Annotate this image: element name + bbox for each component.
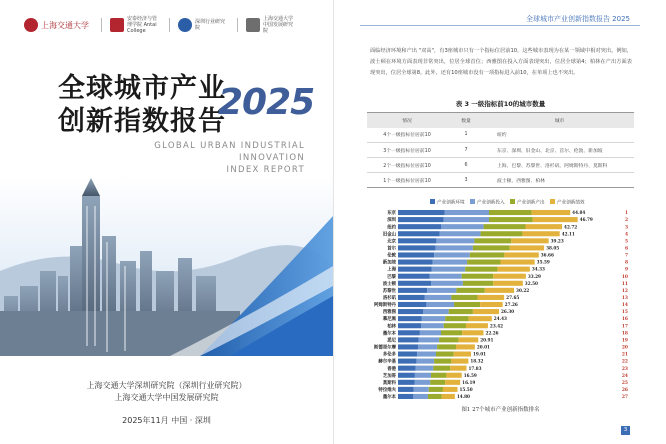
- bar-segment: [436, 238, 474, 243]
- bar-segment: [522, 231, 559, 236]
- bar-segment: [398, 309, 423, 314]
- bar-segment: [433, 260, 468, 265]
- table-row: [367, 158, 634, 173]
- bar-segment: [398, 373, 415, 378]
- category-label: 伦敦: [387, 253, 396, 259]
- bar-segment: [431, 373, 446, 378]
- bar-segment: [398, 260, 433, 265]
- bar-segment: [431, 281, 463, 286]
- bar-segment: [398, 217, 444, 222]
- bar-segment: [415, 373, 431, 378]
- bar-segment: [429, 274, 461, 279]
- category-label: 阿姆斯特丹: [374, 303, 396, 309]
- bar-segment: [511, 238, 548, 243]
- total-value-label: 24.43: [493, 316, 507, 322]
- rank-label: 16: [621, 317, 628, 323]
- rank-label: 11: [621, 281, 628, 287]
- table-cell: 1个一级指标位居前10: [367, 173, 447, 188]
- organization-line-1: 上海交通大学深圳研究院（深圳行业研究院）: [86, 381, 247, 390]
- bar-segment: [436, 245, 473, 250]
- bar-segment: [421, 323, 444, 328]
- bar-segment: [510, 245, 544, 250]
- bar-segment: [436, 351, 454, 356]
- cover-organizations: [0, 380, 333, 404]
- bar-segment: [443, 387, 458, 392]
- cover-date: 2025年11月 中国 · 深圳: [122, 416, 211, 425]
- rank-label: 27: [621, 395, 628, 401]
- legend-swatch: [470, 199, 475, 204]
- category-label: 斯德哥尔摩: [374, 345, 396, 351]
- development-institute-logo: [246, 16, 297, 34]
- bar-segment: [434, 359, 451, 364]
- rank-label: 25: [621, 380, 628, 386]
- table-cell: 波士顿、西雅图、柏林: [485, 173, 634, 188]
- cover-title: [58, 72, 226, 138]
- bar-segment: [465, 267, 497, 272]
- antai-seal-icon: [110, 18, 124, 32]
- bar-segment: [398, 224, 441, 229]
- logo-text: 深圳行业研究院: [195, 19, 226, 31]
- bar-segment: [456, 288, 484, 293]
- bar-segment: [398, 281, 431, 286]
- ranking-chart: [368, 197, 634, 402]
- bar-segment: [444, 217, 489, 222]
- table-header-cell: 数量: [447, 113, 485, 128]
- category-label: 新加坡: [382, 260, 396, 266]
- bar-segment: [493, 281, 523, 286]
- legend-swatch: [550, 199, 555, 204]
- table-header-row: [367, 113, 634, 128]
- bar-segment: [454, 302, 480, 307]
- table-cell: 3个一级指标位居前10: [367, 143, 447, 158]
- city-skyline-illustration: [0, 176, 333, 356]
- category-label: 柏林: [387, 324, 396, 330]
- figure-caption: 图1 27个城市产业创新指数排名: [461, 407, 540, 413]
- category-label: 波士顿: [382, 281, 396, 287]
- rank-label: 21: [621, 352, 628, 358]
- total-value-label: 17.83: [468, 365, 482, 371]
- legend-swatch: [430, 199, 435, 204]
- total-value-label: 18.32: [470, 358, 484, 364]
- bar-segment: [428, 394, 442, 399]
- bar-segment: [398, 316, 422, 321]
- bar-segment: [473, 309, 499, 314]
- bar-segment: [451, 359, 468, 364]
- total-value-label: 35.59: [536, 259, 550, 265]
- rank-label: 2: [624, 218, 628, 224]
- category-label: 慕尼黑: [382, 317, 396, 323]
- table-cell: 6: [447, 158, 485, 173]
- category-label: 深圳: [387, 218, 396, 224]
- bar-segment: [429, 387, 443, 392]
- english-title-line-1: GLOBAL URBAN INDUSTRIAL INNOVATION: [154, 141, 305, 163]
- rank-label: 12: [621, 288, 628, 294]
- bar-segment: [442, 394, 455, 399]
- table-header-cell: 情况: [367, 113, 447, 128]
- logo-text: 上海交通大学中国发展研究院: [263, 16, 294, 34]
- bar-segment: [418, 344, 437, 349]
- table-cell: 纽约: [485, 128, 634, 143]
- legend-swatch: [510, 199, 515, 204]
- category-label: 芝加哥: [382, 373, 396, 379]
- rank-label: 17: [621, 324, 628, 330]
- category-label: 墨尔本: [382, 331, 396, 337]
- table-row: [367, 173, 634, 188]
- cover-title-line-2: 创新指数报告: [58, 106, 226, 137]
- bar-segment: [398, 302, 426, 307]
- bar-segment: [398, 252, 434, 257]
- legend-label: 产业创新环境: [437, 200, 465, 206]
- category-label: 西雅图: [382, 310, 396, 316]
- bar-segment: [398, 351, 417, 356]
- category-label: 洛杉矶: [382, 296, 396, 302]
- rank-label: 5: [624, 239, 628, 245]
- total-value-label: 33.29: [527, 273, 541, 279]
- category-label: 东京: [387, 211, 396, 217]
- category-label: 多伦多: [382, 352, 396, 358]
- bar-segment: [398, 380, 415, 385]
- total-value-label: 44.84: [572, 210, 586, 216]
- rank-label: 24: [621, 373, 628, 379]
- bar-segment: [497, 267, 529, 272]
- category-label: 苏黎世: [382, 288, 396, 294]
- rank-label: 23: [621, 366, 628, 372]
- table-cell: 2个一级指标位居前10: [367, 158, 447, 173]
- bar-segment: [416, 366, 434, 371]
- bar-segment: [398, 387, 414, 392]
- total-value-label: 14.80: [456, 394, 470, 400]
- bar-segment: [398, 288, 427, 293]
- bar-segment: [424, 295, 451, 300]
- bar-segment: [525, 224, 562, 229]
- bar-segment: [462, 330, 483, 335]
- rank-label: 15: [621, 310, 628, 316]
- total-value-label: 16.19: [462, 379, 476, 385]
- bar-segment: [466, 323, 488, 328]
- total-value-label: 42.11: [561, 231, 575, 237]
- bar-segment: [414, 387, 429, 392]
- bar-segment: [398, 330, 420, 335]
- bar-segment: [430, 380, 445, 385]
- bar-segment: [454, 351, 471, 356]
- table-row: [367, 143, 634, 158]
- bar-segment: [417, 351, 436, 356]
- total-value-label: 20.01: [476, 344, 490, 350]
- total-value-label: 42.72: [564, 224, 578, 230]
- bar-segment: [456, 344, 475, 349]
- total-value-label: 16.59: [463, 372, 477, 378]
- rank-label: 3: [624, 225, 628, 231]
- bar-segment: [398, 210, 444, 215]
- table-row: [367, 128, 634, 143]
- rank-label: 9: [624, 267, 628, 273]
- total-value-label: 23.42: [489, 323, 504, 329]
- antai-logo: [110, 16, 161, 34]
- category-label: 莫斯科: [382, 380, 396, 386]
- total-value-label: 27.65: [506, 295, 520, 301]
- category-label: 首尔: [387, 246, 396, 252]
- legend-label: 产业创新产出: [517, 200, 545, 206]
- legend-label: 产业创新绩效: [557, 200, 585, 206]
- bar-segment: [477, 295, 504, 300]
- logo-text: 安泰经济与管理学院 Antai College: [127, 16, 158, 34]
- stacked-bar-chart: [368, 197, 634, 402]
- bar-segment: [489, 210, 532, 215]
- total-value-label: 26.30: [500, 309, 515, 315]
- bar-segment: [415, 380, 431, 385]
- bar-segment: [434, 252, 470, 257]
- bar-segment: [469, 316, 492, 321]
- category-label: 纽约: [387, 225, 396, 231]
- bar-segment: [398, 337, 419, 342]
- bar-segment: [441, 330, 462, 335]
- bar-segment: [493, 274, 526, 279]
- table-cell: 1: [447, 128, 485, 143]
- table-cell: 7: [447, 143, 485, 158]
- logo-divider: [101, 18, 102, 32]
- bar-segment: [444, 323, 466, 328]
- bar-segment: [445, 380, 460, 385]
- bar-segment: [473, 245, 510, 250]
- sjtu-logo: [24, 18, 93, 32]
- table-cell: 上海、巴黎、苏黎世、洛杉矶、阿姆斯特丹、莫斯科: [485, 158, 634, 173]
- category-label: 悉尼: [387, 338, 396, 344]
- shenzhen-institute-logo: [178, 18, 229, 32]
- shenzhen-institute-icon: [178, 18, 192, 32]
- category-label: 特拉维夫: [378, 387, 396, 393]
- bar-segment: [398, 274, 429, 279]
- total-value-label: 20.91: [480, 337, 494, 343]
- bar-segment: [398, 295, 424, 300]
- logo-divider: [169, 18, 170, 32]
- bar-segment: [398, 231, 439, 236]
- rank-label: 4: [624, 232, 628, 238]
- total-value-label: 38.05: [546, 245, 560, 251]
- table-caption: 表 3 一级指标前10的城市数量: [455, 100, 546, 108]
- total-value-label: 22.26: [485, 330, 499, 336]
- bar-segment: [426, 302, 454, 307]
- bar-segment: [439, 231, 480, 236]
- bar-segment: [474, 238, 511, 243]
- bar-segment: [446, 373, 461, 378]
- bar-segment: [433, 366, 450, 371]
- bar-segment: [444, 210, 489, 215]
- bar-segment: [437, 344, 456, 349]
- total-value-label: 39.23: [550, 238, 564, 244]
- total-value-label: 34.33: [531, 266, 545, 272]
- logo-text: 上海交通大学: [41, 20, 89, 30]
- rank-label: 20: [621, 345, 628, 351]
- rank-label: 8: [624, 260, 628, 266]
- table-cell: 3: [447, 173, 485, 188]
- bar-segment: [445, 316, 468, 321]
- bar-segment: [439, 337, 459, 342]
- bar-segment: [398, 344, 418, 349]
- rank-label: 1: [624, 211, 628, 217]
- rank-label: 18: [621, 331, 628, 337]
- bar-segment: [533, 217, 578, 222]
- table-cell: 东京、深圳、旧金山、北京、首尔、伦敦、新加坡: [485, 143, 634, 158]
- bar-segment: [441, 224, 484, 229]
- bar-segment: [416, 359, 434, 364]
- rank-label: 19: [621, 338, 628, 344]
- report-page: [333, 0, 666, 444]
- bar-segment: [398, 394, 413, 399]
- bar-segment: [422, 316, 445, 321]
- bar-segment: [451, 295, 477, 300]
- bar-segment: [485, 288, 514, 293]
- sjtu-seal-icon: [24, 18, 38, 32]
- rank-label: 22: [621, 359, 628, 365]
- bar-segment: [504, 252, 538, 257]
- rank-label: 26: [621, 387, 628, 393]
- bar-segment: [489, 217, 533, 222]
- bar-segment: [432, 267, 465, 272]
- table-cell: 4个一级指标位居前10: [367, 128, 447, 143]
- english-title-line-2: INDEX REPORT: [226, 165, 305, 175]
- category-label: 巴黎: [387, 274, 396, 280]
- category-label: 赫尔辛基: [378, 359, 396, 365]
- institution-logos: [24, 16, 297, 34]
- page-number: 3: [621, 426, 630, 435]
- category-label: 香港: [387, 366, 396, 372]
- rank-label: 13: [621, 296, 628, 302]
- rank-label: 6: [624, 246, 628, 252]
- bar-segment: [398, 238, 436, 243]
- total-value-label: 27.26: [504, 302, 518, 308]
- bar-segment: [484, 224, 526, 229]
- bar-segment: [463, 281, 493, 286]
- rank-label: 7: [624, 253, 628, 259]
- table-header-cell: 城市: [485, 113, 634, 128]
- total-value-label: 32.50: [524, 280, 538, 286]
- bar-segment: [467, 260, 500, 265]
- bar-segment: [419, 337, 439, 342]
- bar-segment: [481, 231, 523, 236]
- category-label: 上海: [387, 267, 396, 273]
- legend-label: 产业创新投入: [477, 200, 505, 206]
- bar-segment: [423, 309, 448, 314]
- top10-count-table: [367, 112, 634, 188]
- bar-segment: [449, 309, 473, 314]
- bar-segment: [398, 245, 436, 250]
- running-head: 全球城市产业创新指数报告 2025: [525, 15, 630, 23]
- development-institute-icon: [246, 18, 260, 32]
- organization-line-2: 上海交通大学中国发展研究院: [114, 393, 219, 402]
- total-value-label: 36.66: [540, 252, 554, 258]
- cover-title-line-1: 全球城市产业: [58, 73, 226, 104]
- bar-segment: [450, 366, 466, 371]
- bar-segment: [480, 302, 503, 307]
- total-value-label: 19.01: [472, 351, 487, 357]
- rank-label: 10: [621, 274, 628, 280]
- bar-segment: [532, 210, 571, 215]
- bar-segment: [413, 394, 428, 399]
- bar-segment: [462, 274, 493, 279]
- rank-label: 14: [621, 303, 628, 309]
- total-value-label: 15.50: [459, 386, 473, 392]
- bar-segment: [398, 323, 421, 328]
- cover-english-title: [90, 140, 305, 176]
- bar-segment: [398, 359, 416, 364]
- bar-segment: [398, 267, 432, 272]
- bar-segment: [427, 288, 456, 293]
- category-label: 旧金山: [382, 232, 396, 238]
- bar-segment: [470, 252, 505, 257]
- bar-segment: [459, 337, 479, 342]
- total-value-label: 30.22: [516, 287, 530, 293]
- bar-segment: [501, 260, 535, 265]
- intro-paragraph: 面临经济环境和产出 "双高"，有3座城市只有一个指标位居前10，这些城市表现为在某一领域中相对突出。例如，波士顿在环境方面表现非常突出，位居全球首位；西雅图在投入方面表现突出，位居全球第4；柏林在产出方面表现突出，位居全球第8。此外，还有10座城市没有一项指标进入前10，在单项上也不突出。: [370, 48, 632, 76]
- cover-year: 2025: [218, 82, 315, 123]
- header-rule: [360, 25, 640, 26]
- category-label: 北京: [387, 239, 396, 245]
- bar-segment: [398, 366, 416, 371]
- logo-divider: [237, 18, 238, 32]
- category-label: 墨尔本: [382, 395, 396, 401]
- total-value-label: 46.79: [579, 217, 593, 223]
- bar-segment: [420, 330, 441, 335]
